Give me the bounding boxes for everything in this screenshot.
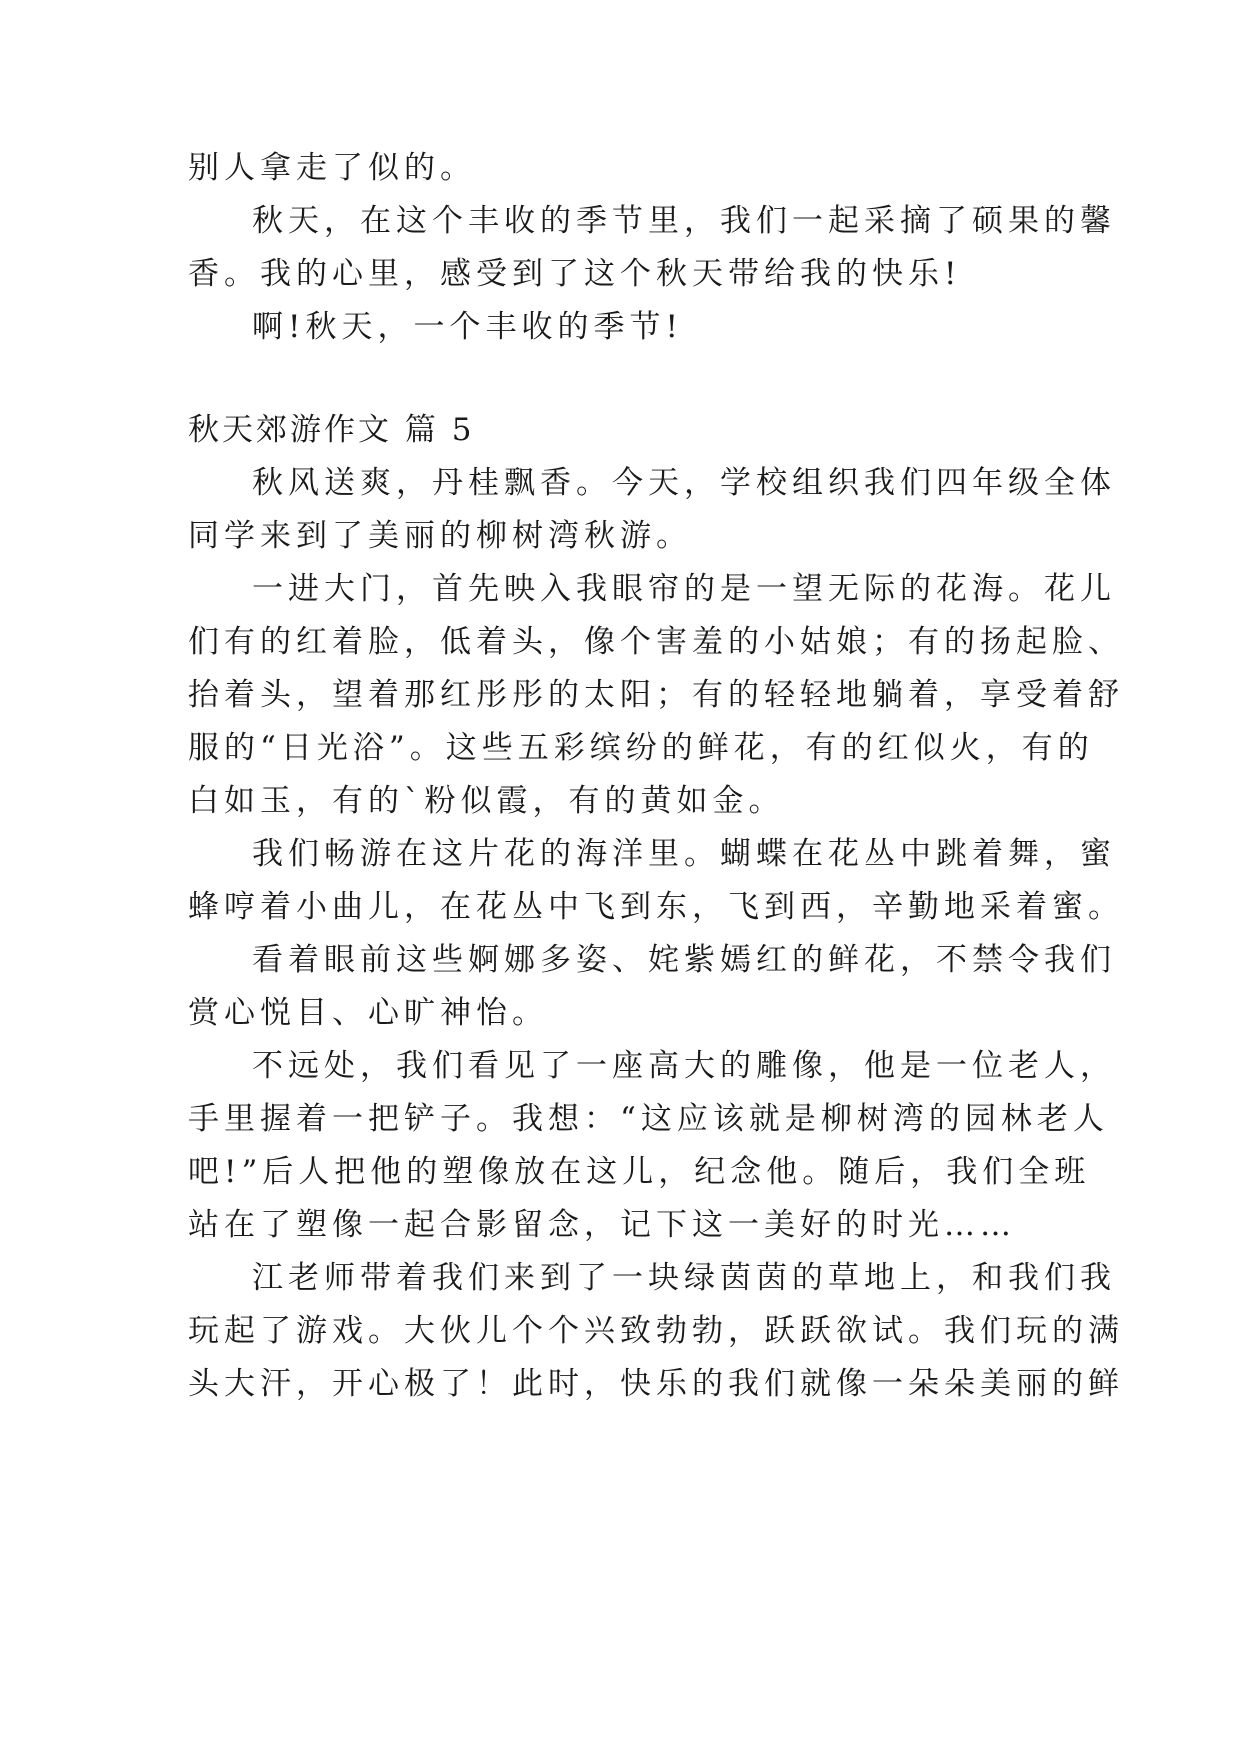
text-line: 秋天，在这个丰收的季节里，我们一起采摘了硕果的馨: [252, 203, 1116, 239]
document-page: [188, 0, 1124, 1754]
text-line: 我们畅游在这片花的海洋里。蝴蝶在花丛中跳着舞，蜜: [252, 836, 1116, 872]
text-line: 不远处，我们看见了一座高大的雕像，他是一位老人，: [252, 1048, 1116, 1084]
text-line: 们有的红着脸，低着头，像个害羞的小姑娘；有的扬起脸、: [188, 624, 1124, 660]
text-line: 手里握着一把铲子。我想：“这应该就是柳树湾的园林老人: [188, 1101, 1109, 1137]
text-line: 吧!”后人把他的塑像放在这儿，纪念他。随后，我们全班: [188, 1154, 1091, 1190]
text-line: 同学来到了美丽的柳树湾秋游。: [188, 518, 692, 554]
text-line: 站在了塑像一起合影留念，记下这一美好的时光……: [188, 1207, 1016, 1243]
text-line: 看着眼前这些婀娜多姿、姹紫嫣红的鲜花，不禁令我们: [252, 942, 1116, 978]
text-line: 别人拿走了似的。: [188, 150, 476, 186]
text-line: 江老师带着我们来到了一块绿茵茵的草地上，和我们我: [252, 1260, 1116, 1296]
section-heading: 秋天郊游作文 篇 5: [188, 412, 475, 448]
text-line: 香。我的心里，感受到了这个秋天带给我的快乐!: [188, 256, 962, 292]
text-line: 抬着头，望着那红彤彤的太阳；有的轻轻地躺着，享受着舒: [188, 677, 1124, 713]
text-line: 白如玉，有的`粉似霞，有的黄如金。: [188, 783, 785, 819]
text-line: 玩起了游戏。大伙儿个个兴致勃勃，跃跃欲试。我们玩的满: [188, 1313, 1124, 1349]
text-line: 赏心悦目、心旷神怡。: [188, 995, 548, 1031]
text-line: 服的“日光浴”。这些五彩缤纷的鲜花，有的红似火，有的: [188, 730, 1094, 766]
text-line: 秋风送爽，丹桂飘香。今天，学校组织我们四年级全体: [252, 465, 1116, 501]
text-line: 一进大门，首先映入我眼帘的是一望无际的花海。花儿: [252, 571, 1116, 607]
text-line: 头大汗，开心极了！此时，快乐的我们就像一朵朵美丽的鲜: [188, 1366, 1124, 1402]
text-line: 蜂哼着小曲儿，在花丛中飞到东，飞到西，辛勤地采着蜜。: [188, 889, 1124, 925]
text-line: 啊!秋天，一个丰收的季节!: [252, 309, 683, 345]
